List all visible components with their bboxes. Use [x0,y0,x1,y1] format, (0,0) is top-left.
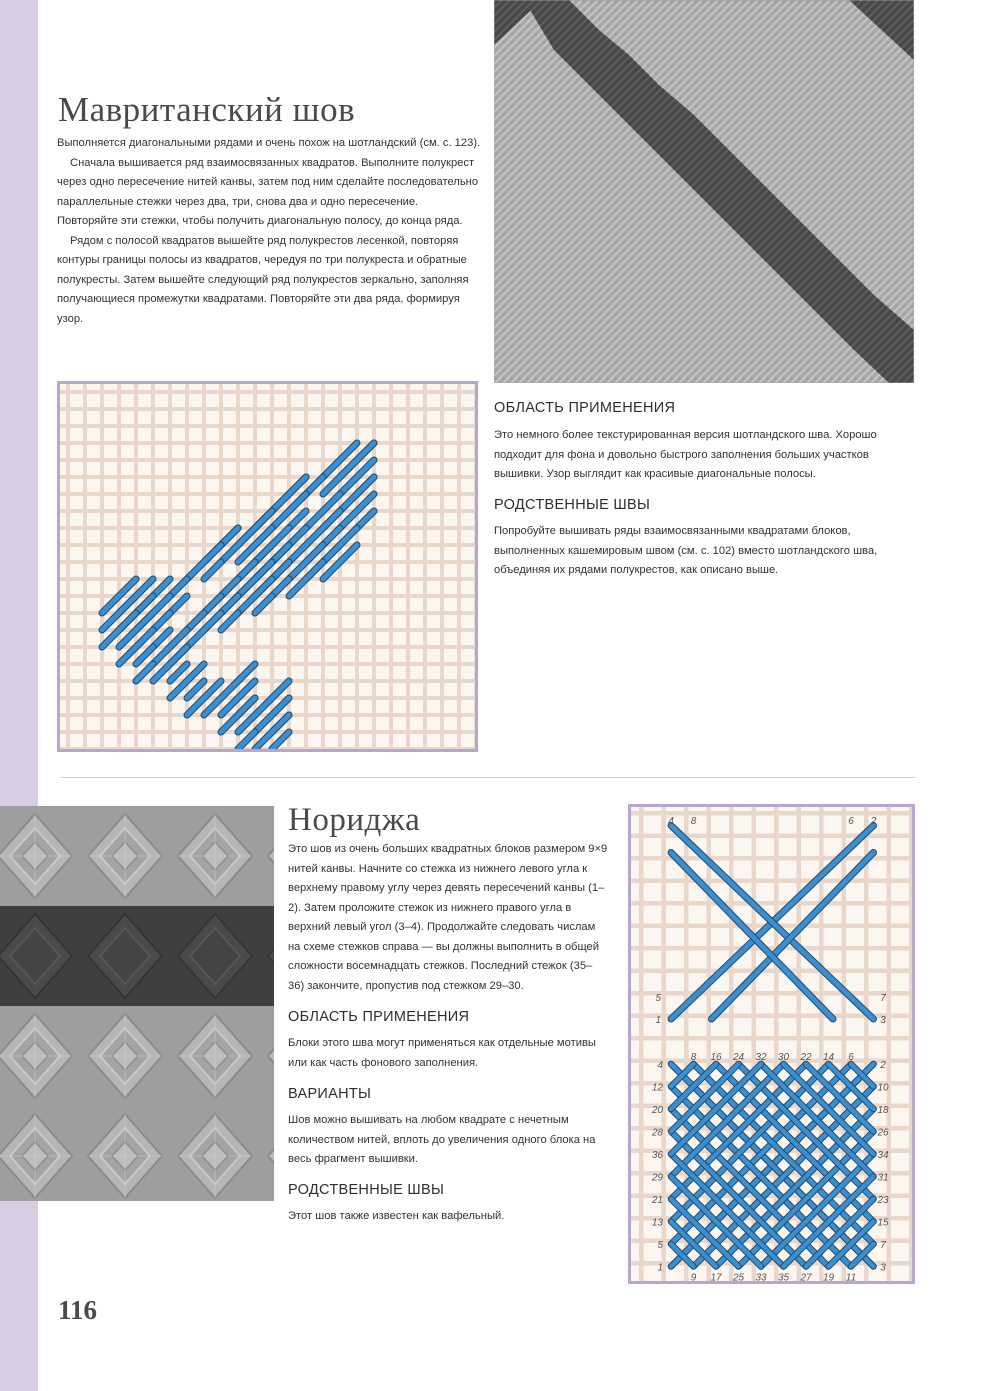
stitch-number: 31 [877,1172,889,1184]
stitch-number: 7 [880,993,886,1004]
stitch-number: 6 [848,816,854,827]
stitch-number: 10 [877,1082,889,1094]
stitch-number: 24 [732,1052,745,1063]
variants-text-norwich: Шов можно вышивать на любом квадрате с нечетным количеством нитей, вплоть до увеличения одного блока на весь фрагмент вышивки. [288,1114,596,1165]
stitch-number: 14 [822,1052,835,1063]
stitch-number: 1 [655,1015,661,1026]
related-text-moorish: Попробуйте вышивать ряды взаимосвязанными квадратами блоков, выполненных кашемировым швом (см. с. 102) вместо шотландского шва, объединяя их рядами полукрестов, как описано выше. [494,525,878,576]
stitch-number: 32 [755,1052,767,1063]
usage-text-moorish: Это немного более текстурированная версия шотландского шва. Хорошо подходит для фона и довольно быстрого заполнения больших участков вышивки. Узор выглядит как красивые диагональные полосы. [494,429,877,480]
stitch-number: 3 [880,1015,886,1026]
stitch-number: 4 [657,1060,663,1071]
stitch-number: 19 [822,1272,835,1281]
photo-norwich-stitch-sample [0,806,274,1201]
stitch-number: 25 [732,1272,745,1281]
diagram-moorish-stitch [57,381,478,752]
stitch-number: 9 [690,1272,697,1281]
page-number: 116 [58,1295,98,1325]
stitch-number: 13 [651,1217,663,1229]
paragraph: Выполняется диагональными рядами и очень похож на шотландский (см. с. 123). [57,137,481,149]
stitch-number: 26 [877,1127,889,1139]
stitch-number: 7 [880,1240,886,1251]
stitch-number: 27 [800,1272,812,1281]
section-title-norwich: Нориджа [288,802,421,838]
stitch-number: 8 [690,816,697,827]
stitch-number: 22 [800,1052,812,1063]
stitch-number: 2 [870,816,877,827]
stitch-number: 18 [877,1105,889,1116]
stitch-number: 8 [690,1052,697,1063]
stitch-number: 6 [848,1052,854,1063]
stitch-number: 15 [877,1217,889,1229]
section-body-norwich: Это шов из очень больших квадратных блоков размером 9×9 нитей канвы. Начните со стежка из нижнего левого угла к верхнему правому углу через девять пересечений канвы (1–2). Затем проложите стежок из нижнего правого угла в верхний левый угол (3–4). Продолжайте следовать числам на схеме стежков справа — вы должны выполнить в общей сложности восемнадцать стежков. Последний стежок (35–36) закончите, пропустив под стежком 29–30. [288,843,608,992]
stitch-number: 2 [880,1060,886,1071]
photo-moorish-stitch-sample [494,0,914,383]
usage-heading-moorish: ОБЛАСТЬ ПРИМЕНЕНИЯ [494,400,676,416]
stitch-number: 3 [880,1262,886,1274]
stitch-number: 17 [710,1272,722,1281]
stitch-number: 28 [651,1127,663,1139]
stitch-number: 4 [668,816,674,827]
section-body-moorish [57,134,482,329]
stitch-number: 21 [651,1195,663,1206]
stitch-number: 12 [651,1082,663,1094]
stitch-number: 20 [651,1105,663,1116]
paragraph: Рядом с полосой квадратов вышейте ряд полукрестов лесенкой, повторяя контуры границы полосы из квадратов, чередуя по три полукреста и обратные полукресты. Затем вышейте следующий ряд полукрестов зеркально, заполняя получающиеся промежутки квадратами. Повторяйте эти два ряда, формируя узор. [57,234,469,325]
stitch-number: 23 [877,1195,889,1206]
stitch-number: 11 [845,1272,857,1281]
stitch-number: 30 [777,1052,790,1063]
diagram-norwich-stitch [628,804,915,1284]
usage-heading-norwich: ОБЛАСТЬ ПРИМЕНЕНИЯ [288,1009,470,1025]
stitch-number: 33 [755,1272,767,1281]
related-text-norwich: Этот шов также известен как вафельный. [288,1210,505,1222]
stitch-number: 34 [877,1150,889,1161]
stitch-number: 35 [777,1272,790,1281]
section-title-moorish: Мавританский шов [58,90,356,129]
stitch-number: 16 [710,1052,722,1063]
usage-text-norwich: Блоки этого шва могут применяться как отдельные мотивы или как часть фонового заполнения. [288,1037,596,1069]
related-heading-norwich: РОДСТВЕННЫЕ ШВЫ [288,1182,445,1198]
variants-heading-norwich: ВАРИАНТЫ [288,1086,372,1102]
section-divider [60,777,916,778]
stitch-number: 36 [651,1150,663,1161]
related-heading-moorish: РОДСТВЕННЫЕ ШВЫ [494,497,651,513]
paragraph: Сначала вышивается ряд взаимосвязанных квадратов. Выполните полукрест через одно пересечение нитей канвы, затем под ним сделайте последовательно параллельные стежки через два, три, снова два и одно пересечение. Повторяйте эти стежки, чтобы получить диагональную полосу, до конца ряда. [57,156,479,227]
stitch-number: 1 [657,1262,663,1274]
stitch-number: 5 [655,993,661,1004]
stitch-number: 5 [657,1240,663,1251]
stitch-number: 29 [651,1172,663,1184]
